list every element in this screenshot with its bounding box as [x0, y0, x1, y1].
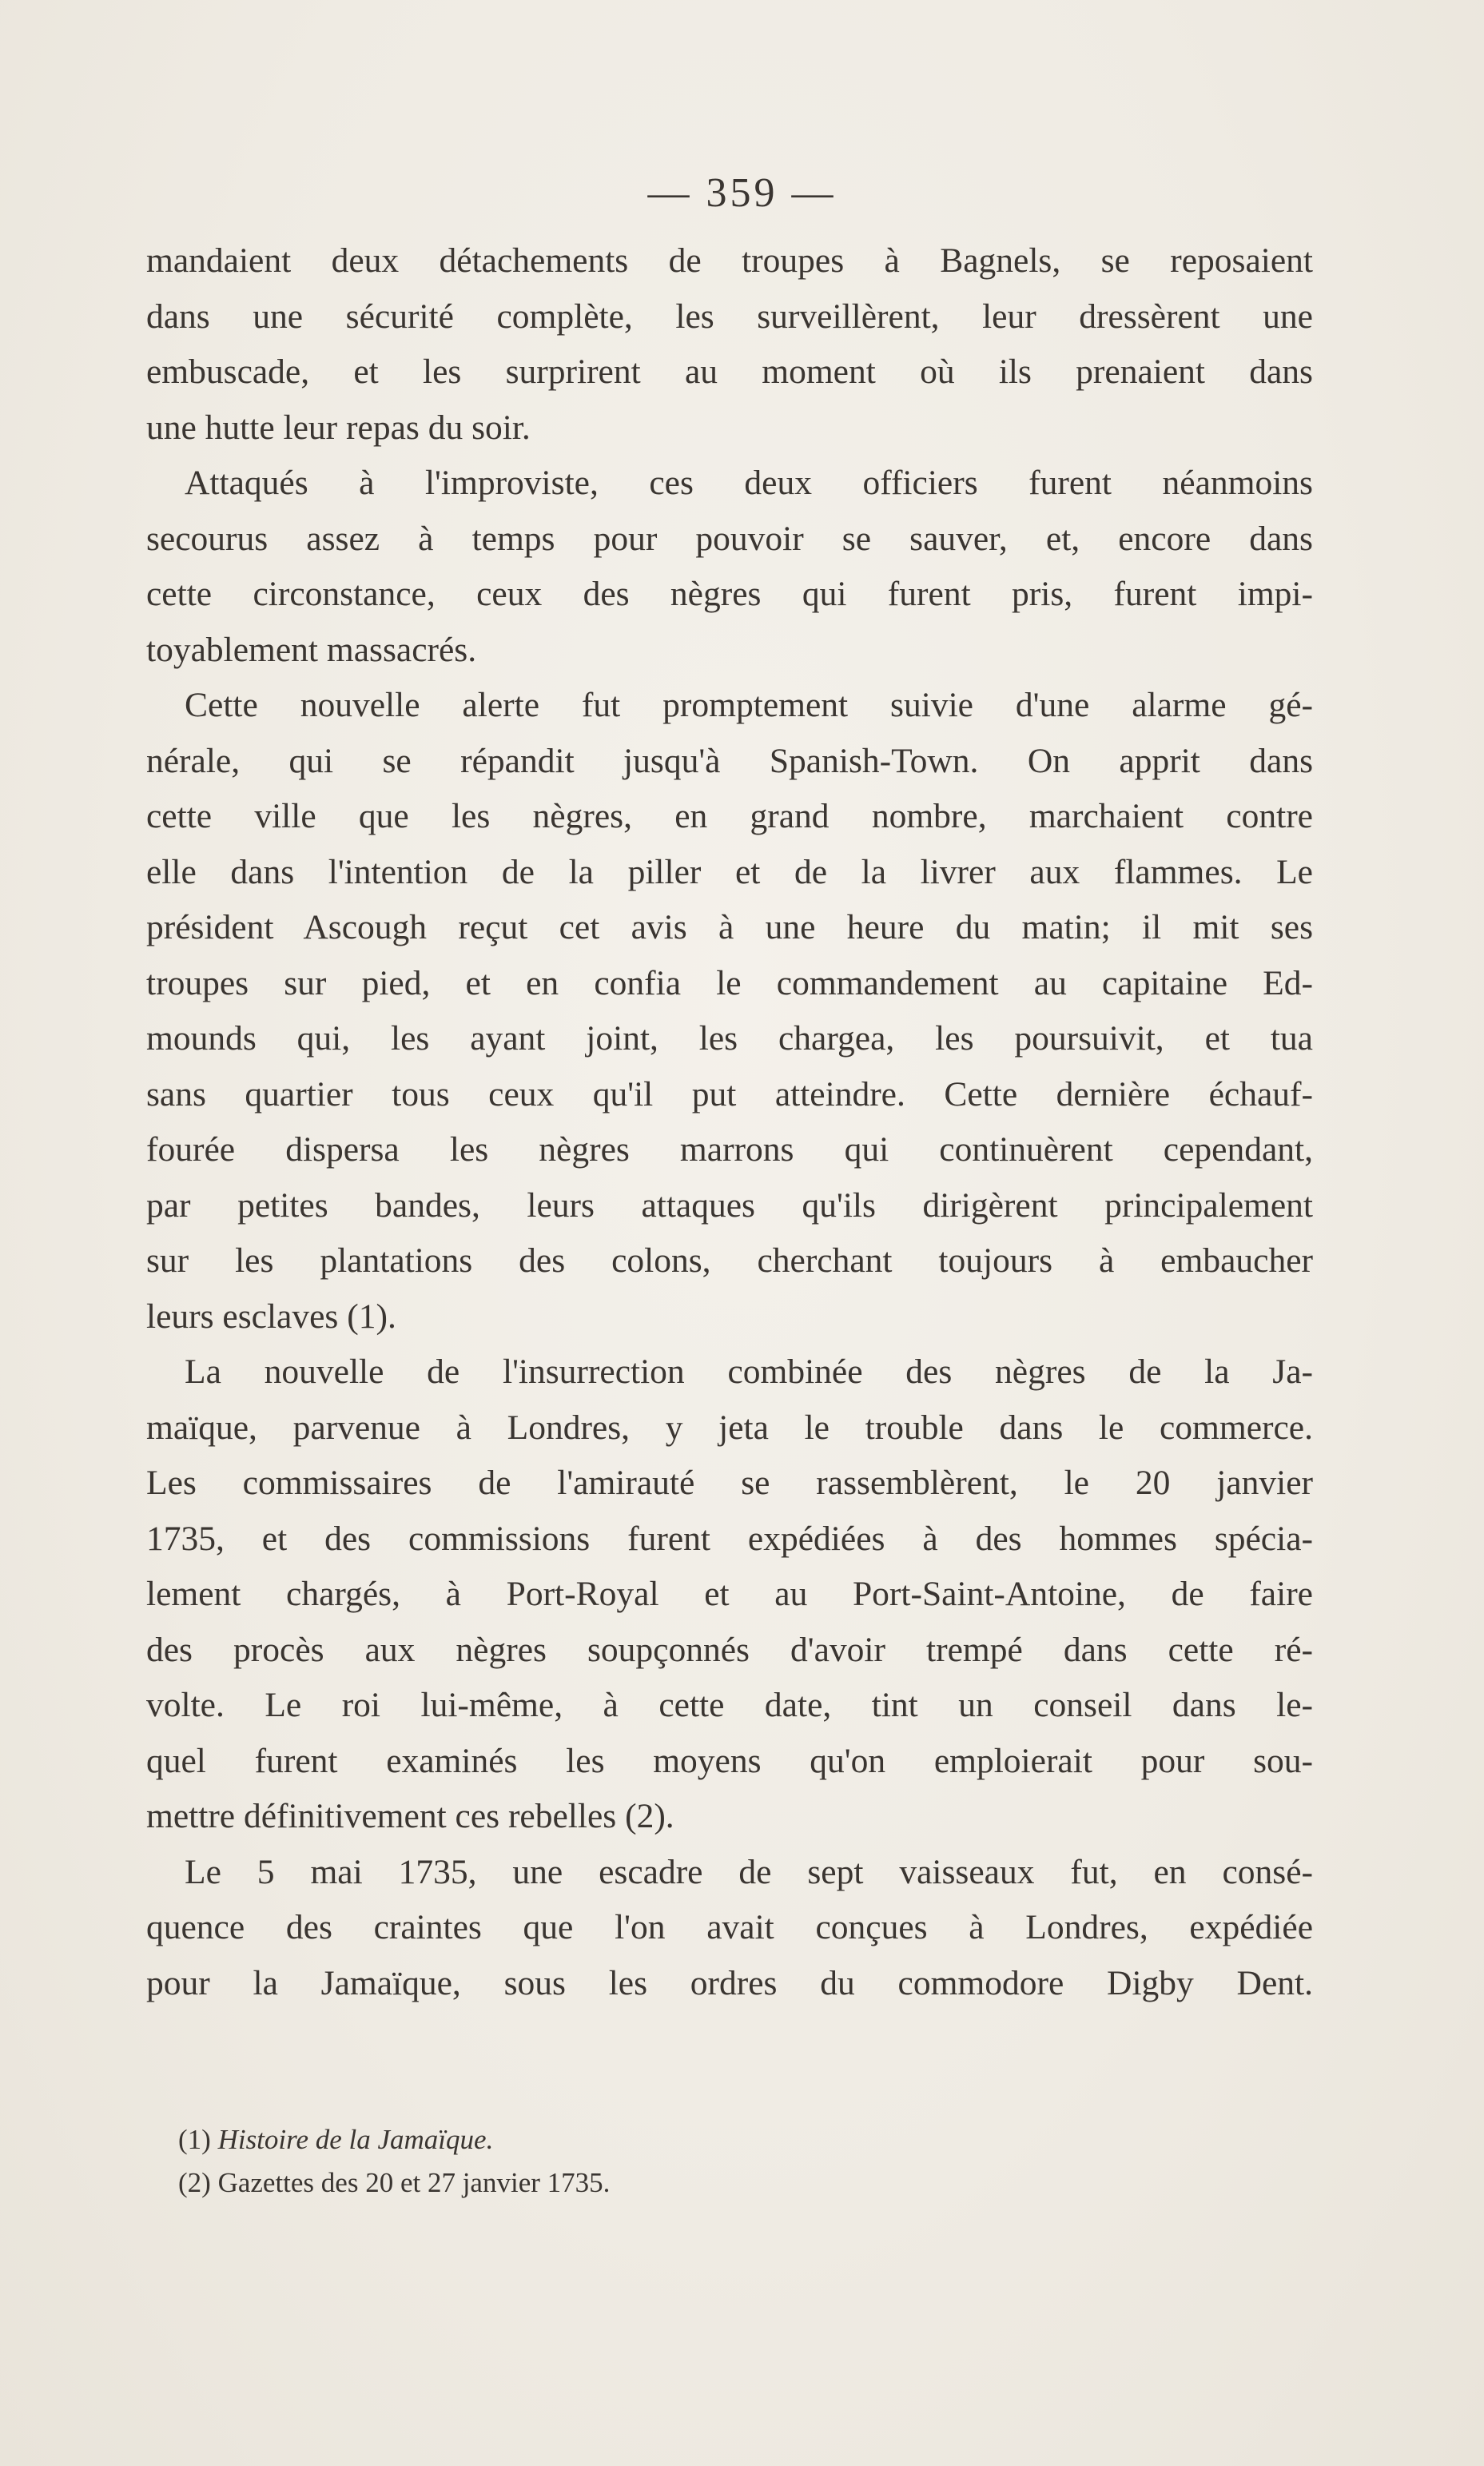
- text-line: dans une sécurité complète, les surveillèrent, leur dressèrent une: [146, 297, 1313, 336]
- footnotes: [178, 2118, 1217, 2205]
- text-line: troupes sur pied, et en confia le commandement au capitaine Ed-: [146, 963, 1313, 1002]
- text-line: La nouvelle de l'insurrection combinée des nègres de la Ja-: [185, 1353, 1313, 1391]
- text-line: lement chargés, à Port-Royal et au Port-Saint-Antoine, de faire: [146, 1575, 1313, 1613]
- text-line: toyablement massacrés.: [146, 630, 477, 669]
- text-line: sur les plantations des colons, cherchant toujours à embaucher: [146, 1241, 1313, 1280]
- text-line: mandaient deux détachements de troupes à Bagnels, se reposaient: [146, 241, 1313, 280]
- footnote-text: Histoire de la Jamaïque.: [217, 2124, 494, 2155]
- text-line: maïque, parvenue à Londres, y jeta le trouble dans le commerce.: [146, 1408, 1313, 1447]
- text-line: président Ascough reçut cet avis à une heure du matin; il mit ses: [146, 908, 1313, 946]
- text-line: elle dans l'intention de la piller et de la livrer aux flammes. Le: [146, 852, 1313, 891]
- text-line: mounds qui, les ayant joint, les chargea, les poursuivit, et tua: [146, 1019, 1313, 1058]
- text-line: 1735, et des commissions furent expédiées à des hommes spécia-: [146, 1519, 1313, 1558]
- text-line: quence des craintes que l'on avait conçues à Londres, expédiée: [146, 1908, 1313, 1946]
- text-line: sans quartier tous ceux qu'il put atteindre. Cette dernière échauf-: [146, 1074, 1313, 1113]
- text-line: par petites bandes, leurs attaques qu'ils dirigèrent principalement: [146, 1185, 1313, 1225]
- footnote-marker: (1): [178, 2124, 211, 2155]
- footnote-text: Gazettes des 20 et 27 janvier 1735.: [217, 2167, 611, 2198]
- text-line: Le 5 mai 1735, une escadre de sept vaisseaux fut, en consé-: [185, 1852, 1313, 1891]
- text-line: une hutte leur repas du soir.: [146, 408, 531, 447]
- text-line: nérale, qui se répandit jusqu'à Spanish-Town. On apprit dans: [146, 741, 1313, 780]
- text-line: Attaqués à l'improviste, ces deux officiers furent néanmoins: [185, 464, 1313, 502]
- text-line: mettre définitivement ces rebelles (2).: [146, 1797, 674, 1835]
- text-line: secourus assez à temps pour pouvoir se sauver, et, encore dans: [146, 519, 1313, 558]
- footnote-marker: (2): [178, 2167, 211, 2198]
- footnote-1: [178, 2118, 1217, 2161]
- text-line: Cette nouvelle alerte fut promptement suivie d'une alarme gé-: [185, 686, 1313, 724]
- text-line: cette circonstance, ceux des nègres qui furent pris, furent impi-: [146, 575, 1313, 613]
- text-line: Les commissaires de l'amirauté se rassemblèrent, le 20 janvier: [146, 1464, 1313, 1502]
- text-line: leurs esclaves (1).: [146, 1297, 396, 1336]
- body-text: [146, 233, 1313, 2011]
- text-line: cette ville que les nègres, en grand nombre, marchaient contre: [146, 797, 1313, 835]
- text-line: des procès aux nègres soupçonnés d'avoir trempé dans cette ré-: [146, 1630, 1313, 1669]
- text-line: pour la Jamaïque, sous les ordres du commodore Digby Dent.: [146, 1963, 1313, 2002]
- page-number: — 359 —: [647, 170, 837, 216]
- text-line: quel furent examinés les moyens qu'on emploierait pour sou-: [146, 1741, 1313, 1780]
- text-line: fourée dispersa les nègres marrons qui continuèrent cependant,: [146, 1130, 1313, 1169]
- text-line: embuscade, et les surprirent au moment où ils prenaient dans: [146, 353, 1313, 391]
- text-line: volte. Le roi lui-même, à cette date, tint un conseil dans le-: [146, 1686, 1313, 1724]
- footnote-2: [178, 2161, 1217, 2205]
